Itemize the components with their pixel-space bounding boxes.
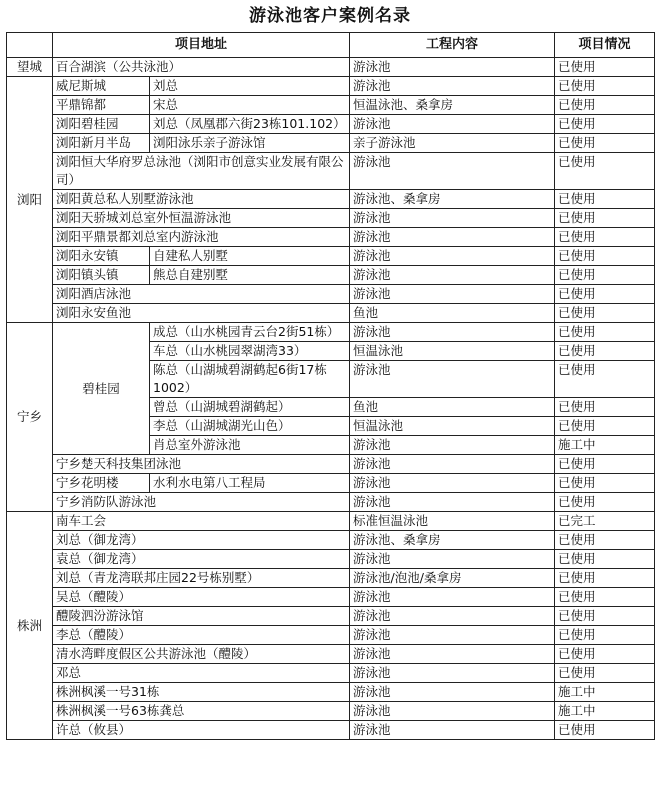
content-cell: 鱼池 <box>350 398 555 417</box>
address-cell: 浏阳新月半岛 <box>53 134 150 153</box>
address-cell: 浏阳酒店泳池 <box>53 285 350 304</box>
address-cell: 浏阳黄总私人别墅游泳池 <box>53 190 350 209</box>
table-row <box>7 683 655 702</box>
content-cell: 游泳池 <box>350 626 555 645</box>
region-zhuzhou: 株洲 <box>7 512 53 740</box>
content-cell: 游泳池 <box>350 323 555 342</box>
content-cell: 游泳池 <box>350 455 555 474</box>
address-cell: 刘总（青龙湾联邦庄园22号栋别墅） <box>53 569 350 588</box>
status-cell: 施工中 <box>555 436 655 455</box>
content-cell: 游泳池 <box>350 209 555 228</box>
table-row <box>7 550 655 569</box>
address-cell: 平鼎锦都 <box>53 96 150 115</box>
address-detail-cell: 水利水电第八工程局 <box>150 474 350 493</box>
address-cell: 威尼斯城 <box>53 77 150 96</box>
header-row <box>7 33 655 58</box>
table-row <box>7 77 655 96</box>
content-cell: 游泳池/泡池/桑拿房 <box>350 569 555 588</box>
content-cell: 游泳池 <box>350 683 555 702</box>
address-detail-cell: 浏阳泳乐亲子游泳馆 <box>150 134 350 153</box>
address-detail-cell: 宋总 <box>150 96 350 115</box>
content-cell: 游泳池 <box>350 664 555 683</box>
content-cell: 恒温泳池 <box>350 417 555 436</box>
status-cell: 已使用 <box>555 531 655 550</box>
content-cell: 游泳池 <box>350 588 555 607</box>
status-cell: 已使用 <box>555 77 655 96</box>
status-cell: 已使用 <box>555 285 655 304</box>
table-row <box>7 493 655 512</box>
table-row <box>7 115 655 134</box>
address-cell: 许总（攸县） <box>53 721 350 740</box>
content-cell: 鱼池 <box>350 304 555 323</box>
status-cell: 已使用 <box>555 153 655 190</box>
content-cell: 游泳池 <box>350 247 555 266</box>
table-row <box>7 664 655 683</box>
content-cell: 游泳池 <box>350 721 555 740</box>
table-row <box>7 721 655 740</box>
content-cell: 游泳池 <box>350 645 555 664</box>
table-row <box>7 247 655 266</box>
content-cell: 游泳池 <box>350 361 555 398</box>
content-cell: 游泳池 <box>350 115 555 134</box>
status-cell: 已使用 <box>555 721 655 740</box>
table-row <box>7 607 655 626</box>
content-cell: 游泳池 <box>350 153 555 190</box>
address-cell: 浏阳永安鱼池 <box>53 304 350 323</box>
address-cell: 宁乡消防队游泳池 <box>53 493 350 512</box>
content-cell: 游泳池 <box>350 436 555 455</box>
content-cell: 游泳池 <box>350 550 555 569</box>
address-cell: 李总（醴陵） <box>53 626 350 645</box>
address-cell: 浏阳恒大华府罗总泳池（浏阳市创意实业发展有限公司） <box>53 153 350 190</box>
header-status: 项目情况 <box>555 33 655 58</box>
status-cell: 已使用 <box>555 228 655 247</box>
address-cell: 浏阳平鼎景都刘总室内游泳池 <box>53 228 350 247</box>
table-row <box>7 153 655 190</box>
status-cell: 已使用 <box>555 342 655 361</box>
status-cell: 已使用 <box>555 323 655 342</box>
status-cell: 已使用 <box>555 664 655 683</box>
content-cell: 游泳池 <box>350 702 555 721</box>
content-cell: 亲子游泳池 <box>350 134 555 153</box>
status-cell: 已使用 <box>555 266 655 285</box>
address-detail-cell: 刘总（凤凰郡六街23栋101.102） <box>150 115 350 134</box>
region-wangcheng: 望城 <box>7 58 53 77</box>
header-address: 项目地址 <box>53 33 350 58</box>
status-cell: 已使用 <box>555 134 655 153</box>
address-detail-cell: 陈总（山湖城碧湖鹤起6街17栋1002） <box>150 361 350 398</box>
table-row <box>7 190 655 209</box>
status-cell: 已完工 <box>555 512 655 531</box>
address-cell: 浏阳永安镇 <box>53 247 150 266</box>
document-title: 游泳池客户案例名录 <box>249 6 411 26</box>
content-cell: 游泳池 <box>350 607 555 626</box>
content-cell: 游泳池 <box>350 493 555 512</box>
address-cell: 南车工会 <box>53 512 350 531</box>
table-row <box>7 702 655 721</box>
address-cell: 宁乡花明楼 <box>53 474 150 493</box>
table-row <box>7 645 655 664</box>
content-cell: 游泳池 <box>350 228 555 247</box>
address-cell: 清水湾畔度假区公共游泳池（醴陵） <box>53 645 350 664</box>
content-cell: 恒温泳池 <box>350 342 555 361</box>
status-cell: 已使用 <box>555 115 655 134</box>
content-cell: 游泳池、桑拿房 <box>350 190 555 209</box>
content-cell: 游泳池、桑拿房 <box>350 531 555 550</box>
status-cell: 已使用 <box>555 58 655 77</box>
table-row <box>7 285 655 304</box>
status-cell: 已使用 <box>555 190 655 209</box>
table-row <box>7 588 655 607</box>
status-cell: 已使用 <box>555 247 655 266</box>
address-detail-cell: 肖总室外游泳池 <box>150 436 350 455</box>
status-cell: 已使用 <box>555 304 655 323</box>
table-row <box>7 266 655 285</box>
address-detail-cell: 成总（山水桃园青云台2街51栋） <box>150 323 350 342</box>
header-content: 工程内容 <box>350 33 555 58</box>
content-cell: 游泳池 <box>350 266 555 285</box>
status-cell: 已使用 <box>555 96 655 115</box>
content-cell: 标准恒温泳池 <box>350 512 555 531</box>
table-row <box>7 134 655 153</box>
status-cell: 已使用 <box>555 455 655 474</box>
address-cell: 宁乡楚天科技集团泳池 <box>53 455 350 474</box>
address-cell: 浏阳镇头镇 <box>53 266 150 285</box>
table-row <box>7 228 655 247</box>
client-case-table <box>6 32 655 740</box>
table-row <box>7 58 655 77</box>
status-cell: 已使用 <box>555 474 655 493</box>
table-row <box>7 626 655 645</box>
table-row <box>7 569 655 588</box>
status-cell: 施工中 <box>555 702 655 721</box>
sub-group-biguiyuan: 碧桂园 <box>53 323 150 455</box>
status-cell: 已使用 <box>555 361 655 398</box>
content-cell: 游泳池 <box>350 77 555 96</box>
table-row <box>7 474 655 493</box>
address-cell: 袁总（御龙湾） <box>53 550 350 569</box>
table-row <box>7 455 655 474</box>
address-cell: 吴总（醴陵） <box>53 588 350 607</box>
content-cell: 游泳池 <box>350 285 555 304</box>
address-cell: 浏阳碧桂园 <box>53 115 150 134</box>
address-detail-cell: 李总（山湖城湖光山色） <box>150 417 350 436</box>
table-row <box>7 323 655 342</box>
status-cell: 已使用 <box>555 569 655 588</box>
table-row <box>7 512 655 531</box>
table-row <box>7 96 655 115</box>
status-cell: 已使用 <box>555 417 655 436</box>
status-cell: 已使用 <box>555 209 655 228</box>
status-cell: 已使用 <box>555 607 655 626</box>
address-cell: 百合湖滨（公共泳池） <box>53 58 350 77</box>
status-cell: 已使用 <box>555 645 655 664</box>
address-cell: 刘总（御龙湾） <box>53 531 350 550</box>
address-cell: 醴陵泗汾游泳馆 <box>53 607 350 626</box>
status-cell: 施工中 <box>555 683 655 702</box>
table-row <box>7 304 655 323</box>
status-cell: 已使用 <box>555 588 655 607</box>
status-cell: 已使用 <box>555 398 655 417</box>
address-detail-cell: 熊总自建别墅 <box>150 266 350 285</box>
table-row <box>7 209 655 228</box>
address-cell: 株洲枫溪一号63栋龚总 <box>53 702 350 721</box>
content-cell: 游泳池 <box>350 58 555 77</box>
content-cell: 游泳池 <box>350 474 555 493</box>
address-detail-cell: 曾总（山湖城碧湖鹤起） <box>150 398 350 417</box>
address-cell: 株洲枫溪一号31栋 <box>53 683 350 702</box>
address-cell: 邓总 <box>53 664 350 683</box>
address-cell: 浏阳天骄城刘总室外恒温游泳池 <box>53 209 350 228</box>
address-detail-cell: 刘总 <box>150 77 350 96</box>
region-ningxiang: 宁乡 <box>7 323 53 512</box>
region-liuyang: 浏阳 <box>7 77 53 323</box>
table-row <box>7 531 655 550</box>
address-detail-cell: 自建私人别墅 <box>150 247 350 266</box>
address-detail-cell: 车总（山水桃园翠湖湾33） <box>150 342 350 361</box>
status-cell: 已使用 <box>555 550 655 569</box>
status-cell: 已使用 <box>555 493 655 512</box>
content-cell: 恒温泳池、桑拿房 <box>350 96 555 115</box>
status-cell: 已使用 <box>555 626 655 645</box>
